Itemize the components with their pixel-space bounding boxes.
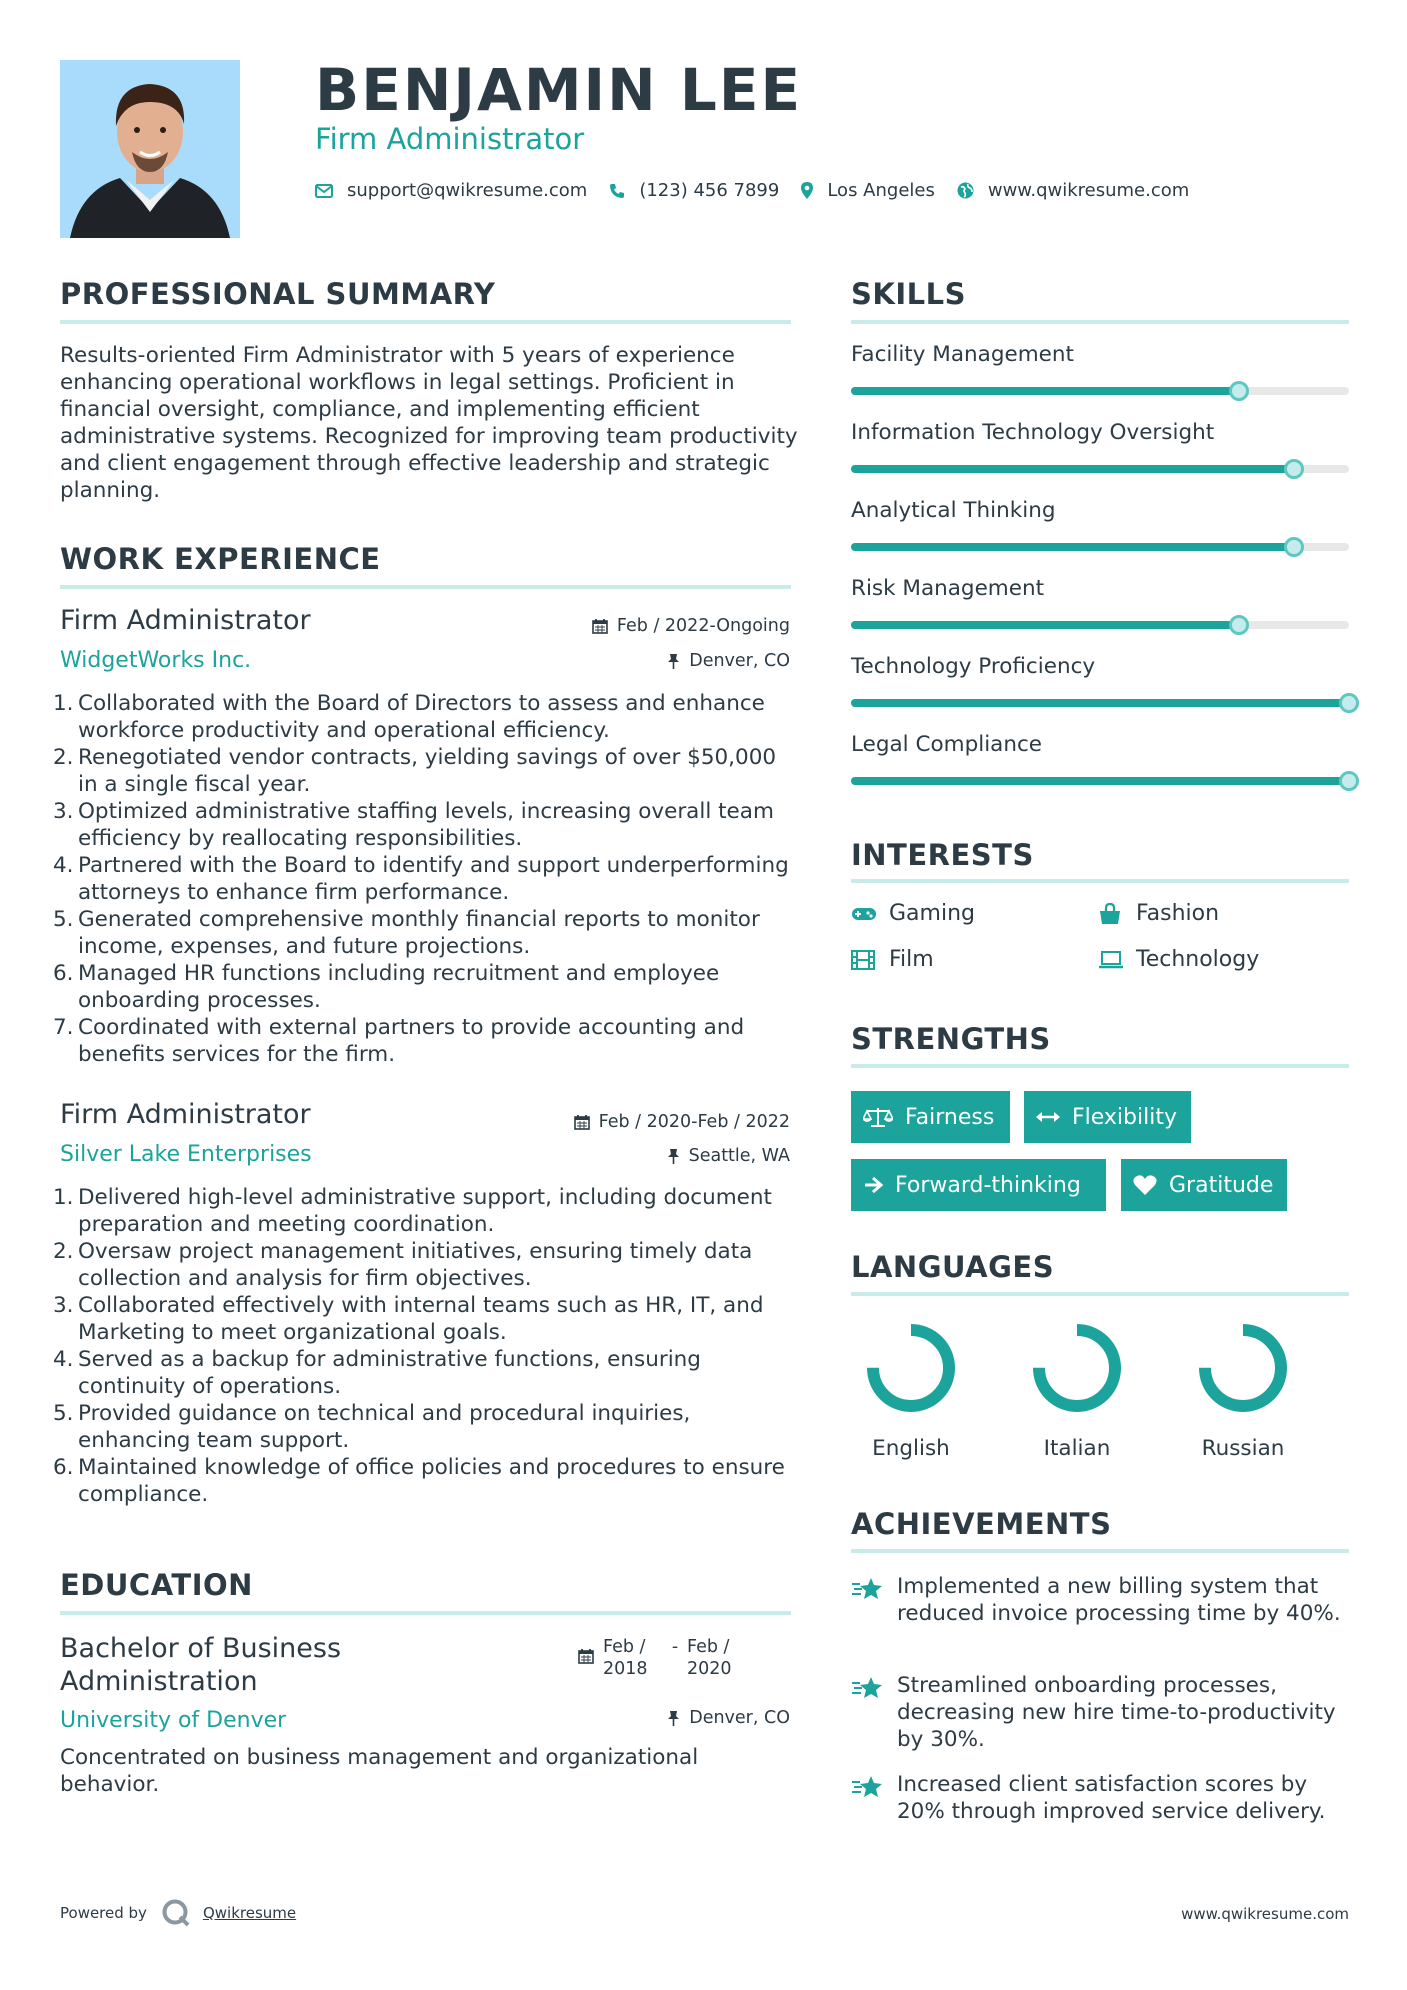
- phone-text: (123) 456 7899: [639, 180, 780, 201]
- candidate-title: Firm Administrator: [315, 122, 585, 156]
- list-item: 4. Served as a backup for administrative functions, ensuring continuity of operations.: [53, 1347, 701, 1399]
- achievement-item: [851, 1573, 1351, 1627]
- job-title: Firm Administrator: [60, 605, 311, 636]
- strength-label: Forward-thinking: [895, 1172, 1081, 1198]
- pushpin-icon: [667, 1148, 680, 1164]
- degree-title: Bachelor of Business Administration: [60, 1633, 342, 1697]
- skill-bar-fill: [851, 621, 1239, 629]
- skill-label: Facility Management: [851, 342, 1074, 367]
- skill-label: Legal Compliance: [851, 732, 1043, 757]
- profile-photo: [60, 60, 240, 238]
- calendar-icon: [574, 1114, 590, 1130]
- summary-heading: PROFESSIONAL SUMMARY: [60, 277, 496, 311]
- skill-label: Technology Proficiency: [851, 654, 1096, 679]
- list-item: 6. Managed HR functions including recruitment and employee onboarding processes.: [53, 961, 720, 1013]
- experience-divider: [60, 585, 791, 589]
- skills-divider: [851, 320, 1349, 324]
- list-item: 5. Provided guidance on technical and procedural inquiries, enhancing team support.: [53, 1401, 691, 1453]
- gamepad-icon: [851, 906, 877, 922]
- arrows-horizontal-icon: [1036, 1110, 1060, 1124]
- strength-label: Flexibility: [1072, 1104, 1177, 1130]
- interest-label: Fashion: [1136, 901, 1220, 926]
- achievements-divider: [851, 1549, 1349, 1553]
- skill-bar: [851, 621, 1349, 629]
- strength-label: Gratitude: [1169, 1172, 1274, 1198]
- strength-tag: [1024, 1091, 1191, 1143]
- laptop-icon: [1098, 951, 1124, 969]
- list-item: 3. Optimized administrative staffing levels, increasing overall team efficiency by reallocating responsibilities.: [53, 799, 774, 851]
- skill-label: Risk Management: [851, 576, 1045, 601]
- skill-bar-knob: [1339, 693, 1359, 713]
- skill-bar: [851, 387, 1349, 395]
- list-item: 2. Renegotiated vendor contracts, yielding savings of over $50,000 in a single fiscal year.: [53, 745, 777, 797]
- interests-heading: INTERESTS: [851, 838, 1034, 872]
- summary-text: Results-oriented Firm Administrator with 5 years of experience enhancing operational workflows in legal settings. Proficient in financial oversight, compliance, and implementing efficient administrative systems. Recognized for improving team productivity and client engagement through effective leadership and strategic planning.: [60, 343, 798, 503]
- skill-bar-knob: [1229, 615, 1249, 635]
- education-heading: EDUCATION: [60, 1568, 253, 1602]
- list-item: 1. Collaborated with the Board of Directors to assess and enhance workforce productivity and operational efficiency.: [53, 691, 765, 743]
- skill-bar: [851, 699, 1349, 707]
- strength-tag: [851, 1159, 1106, 1211]
- education-description: Concentrated on business management and organizational behavior.: [60, 1745, 699, 1797]
- language-gauge: [861, 1318, 961, 1418]
- interests-divider: [851, 879, 1349, 883]
- language-gauge: [1193, 1318, 1293, 1418]
- job-dates: [592, 616, 790, 636]
- skill-bar-fill: [851, 465, 1294, 473]
- list-item: 6. Maintained knowledge of office policies and procedures to ensure compliance.: [53, 1455, 785, 1507]
- language-label: Russian: [1201, 1436, 1285, 1461]
- interest-item: [851, 901, 975, 926]
- skills-heading: SKILLS: [851, 277, 966, 311]
- globe-icon: [957, 182, 974, 199]
- achievements-heading: ACHIEVEMENTS: [851, 1507, 1112, 1541]
- language-gauge-arc: [1039, 1330, 1115, 1406]
- skill-bar: [851, 543, 1349, 551]
- job-dates-text: Feb / 2022-Ongoing: [616, 616, 790, 636]
- languages-heading: LANGUAGES: [851, 1250, 1055, 1284]
- company-name: WidgetWorks Inc.: [60, 648, 252, 673]
- location-text: Los Angeles: [827, 180, 935, 201]
- interest-label: Film: [889, 947, 934, 972]
- language-label: Italian: [1043, 1436, 1111, 1461]
- summary-divider: [60, 320, 791, 324]
- education-date-start: Feb / 2018: [603, 1637, 648, 1679]
- pushpin-icon: [667, 1710, 680, 1726]
- skill-label: Information Technology Oversight: [851, 420, 1215, 445]
- phone-icon: [609, 183, 625, 199]
- skill-bar-fill: [851, 699, 1349, 707]
- education-divider: [60, 1611, 791, 1615]
- company-name: Silver Lake Enterprises: [60, 1142, 312, 1167]
- job-title: Firm Administrator: [60, 1099, 311, 1130]
- achievement-item: [851, 1771, 1351, 1825]
- strength-tag: [1121, 1159, 1287, 1211]
- job-dates-text: Feb / 2020-Feb / 2022: [598, 1112, 790, 1132]
- skill-bar-knob: [1284, 459, 1304, 479]
- interest-label: Gaming: [889, 901, 975, 926]
- achievement-text: Streamlined onboarding processes, decreasing new hire time-to-productivity by 30%.: [897, 1673, 1336, 1752]
- achievement-text: Increased client satisfaction scores by 20% through improved service delivery.: [897, 1772, 1326, 1824]
- achievement-item: [851, 1672, 1351, 1753]
- languages-divider: [851, 1292, 1349, 1296]
- job-location-text: Seattle, WA: [688, 1146, 790, 1166]
- skill-bar: [851, 465, 1349, 473]
- contact-phone[interactable]: [609, 180, 779, 201]
- skill-bar-fill: [851, 777, 1349, 785]
- shooting-star-icon: [851, 1771, 897, 1825]
- interest-item: [1098, 947, 1259, 972]
- education-location: [667, 1708, 790, 1728]
- language-gauge: [1027, 1318, 1127, 1418]
- list-item: 3. Collaborated effectively with internal teams such as HR, IT, and Marketing to meet organizational goals.: [53, 1293, 764, 1345]
- education-location-text: Denver, CO: [689, 1708, 790, 1728]
- arrow-right-icon: [863, 1176, 883, 1194]
- balance-scale-icon: [863, 1106, 893, 1128]
- contact-website[interactable]: [957, 180, 1189, 201]
- job-location: [667, 1146, 790, 1166]
- achievement-text: Implemented a new billing system that reduced invoice processing time by 40%.: [897, 1574, 1341, 1626]
- list-item: 5. Generated comprehensive monthly financial reports to monitor income, expenses, and future projections.: [53, 907, 760, 959]
- skill-bar-knob: [1229, 381, 1249, 401]
- interest-label: Technology: [1136, 947, 1260, 972]
- job-bullets: [53, 1184, 800, 1508]
- footer-branding: [60, 1898, 296, 1928]
- strength-tag: [851, 1091, 1010, 1143]
- list-item: 1. Delivered high-level administrative support, including document preparation and meeting coordination.: [53, 1185, 772, 1237]
- interest-item: [1098, 901, 1219, 926]
- calendar-icon: [578, 1648, 594, 1664]
- footer-brand-link[interactable]: Qwikresume: [202, 1904, 297, 1922]
- pushpin-icon: [667, 653, 680, 669]
- language-item: [1183, 1318, 1303, 1461]
- calendar-icon: [592, 618, 608, 634]
- skill-bar: [851, 777, 1349, 785]
- language-label: English: [872, 1436, 950, 1461]
- shooting-star-icon: [851, 1573, 897, 1627]
- date-separator: -: [671, 1637, 679, 1657]
- qwikresume-logo-icon: [161, 1898, 191, 1928]
- job-dates: [574, 1112, 790, 1132]
- list-item: 4. Partnered with the Board to identify and support underperforming attorneys to enhance firm performance.: [53, 853, 789, 905]
- list-item: 7. Coordinated with external partners to provide accounting and benefits services for the firm.: [53, 1015, 745, 1067]
- skill-bar-knob: [1284, 537, 1304, 557]
- email-text: support@qwikresume.com: [347, 180, 588, 201]
- language-item: [851, 1318, 971, 1461]
- contact-email[interactable]: [315, 180, 587, 201]
- list-item: 2. Oversaw project management initiatives, ensuring timely data collection and analysis for firm objectives.: [53, 1239, 753, 1291]
- contact-bar: [315, 180, 1211, 201]
- website-text: www.qwikresume.com: [987, 180, 1190, 201]
- skill-label: Analytical Thinking: [851, 498, 1056, 523]
- job-location: [667, 651, 790, 671]
- shopping-bag-icon: [1098, 903, 1124, 925]
- school-name: University of Denver: [60, 1708, 287, 1733]
- skill-bar-fill: [851, 543, 1294, 551]
- experience-heading: WORK EXPERIENCE: [60, 542, 381, 576]
- shooting-star-icon: [851, 1672, 897, 1753]
- skill-bar-knob: [1339, 771, 1359, 791]
- skill-bar-fill: [851, 387, 1239, 395]
- map-pin-icon: [801, 182, 813, 199]
- job-bullets: [53, 690, 800, 1068]
- job-location-text: Denver, CO: [689, 651, 790, 671]
- language-gauge-arc: [873, 1330, 949, 1406]
- powered-by-text: Powered by: [60, 1904, 147, 1922]
- education-dates: [578, 1636, 749, 1680]
- language-gauge-arc: [1205, 1330, 1281, 1406]
- candidate-name: BENJAMIN LEE: [315, 56, 803, 124]
- footer-url[interactable]: www.qwikresume.com: [1181, 1905, 1349, 1923]
- contact-location: [801, 180, 935, 201]
- strengths-heading: STRENGTHS: [851, 1022, 1051, 1056]
- strengths-divider: [851, 1064, 1349, 1068]
- film-icon: [851, 950, 877, 970]
- heart-icon: [1133, 1175, 1157, 1196]
- education-date-end: Feb / 2020: [687, 1637, 732, 1679]
- language-item: [1017, 1318, 1137, 1461]
- strength-label: Fairness: [905, 1104, 995, 1130]
- interest-item: [851, 947, 934, 972]
- envelope-icon: [315, 184, 333, 198]
